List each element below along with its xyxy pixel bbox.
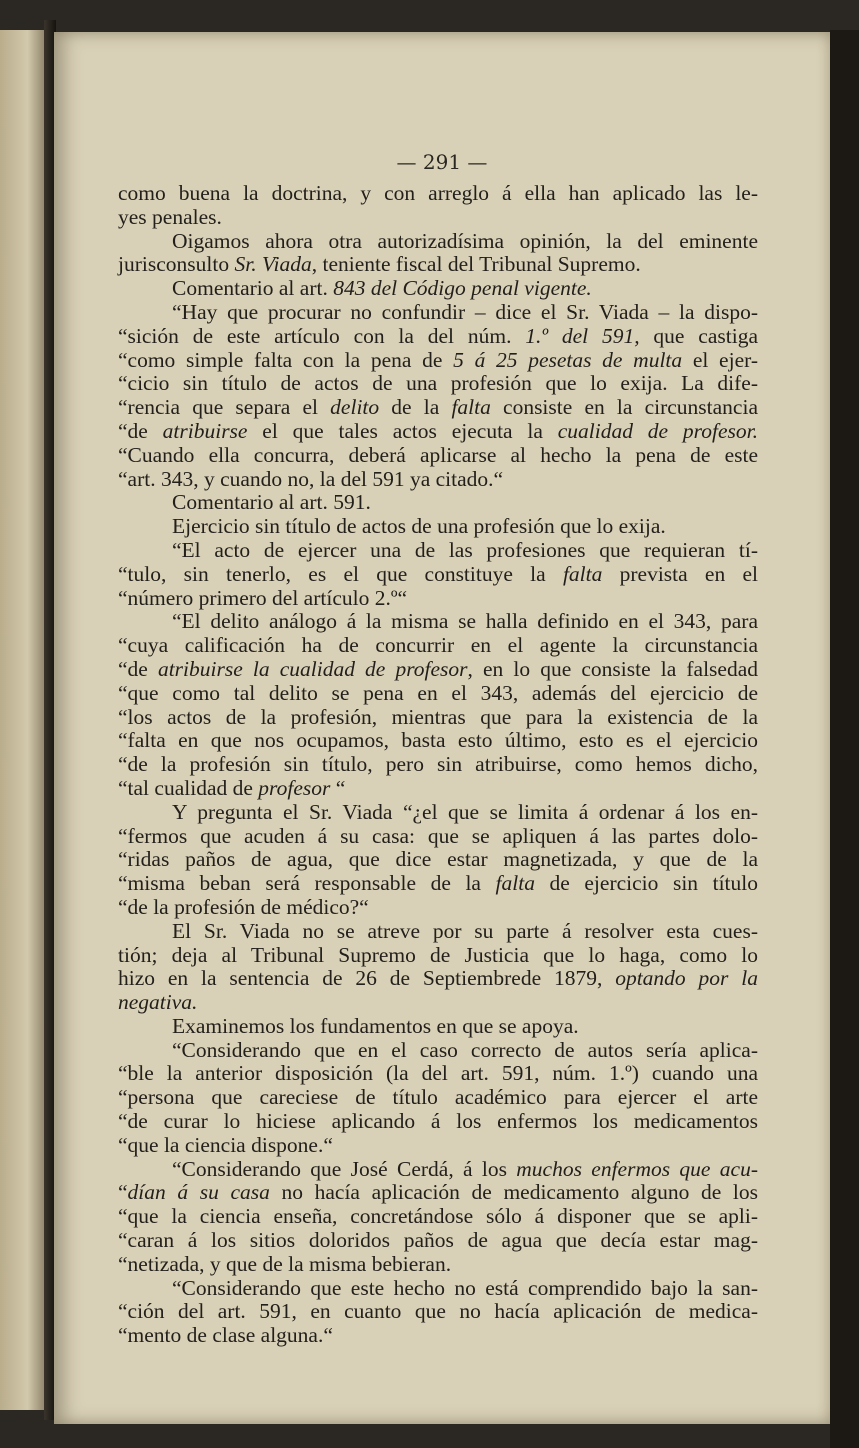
text-line xyxy=(118,1039,758,1063)
text-line xyxy=(118,753,758,777)
text-segment: “persona que careciese de título académico para ejercer el arte xyxy=(118,1085,758,1110)
text-line xyxy=(118,349,758,373)
text-segment: “misma beban será responsable de la xyxy=(118,871,496,896)
text-line xyxy=(118,610,758,634)
text-segment: “art. 343, y cuando no, la del 591 ya citado.“ xyxy=(118,466,504,491)
text-line xyxy=(118,182,758,206)
text-line xyxy=(118,1205,758,1229)
text-line xyxy=(118,206,758,230)
italic-text: falta xyxy=(562,561,603,586)
text-line xyxy=(118,325,758,349)
text-line xyxy=(118,1229,758,1253)
text-segment: como buena la doctrina, y con arreglo á ella han aplicado las le- xyxy=(118,181,758,205)
text-line xyxy=(118,491,758,515)
text-segment: Comentario al art. xyxy=(172,276,334,301)
text-segment: no hacía aplicación de medicamento alguno de los xyxy=(269,1180,758,1205)
text-line xyxy=(118,1158,758,1182)
text-line xyxy=(118,1062,758,1086)
text-line xyxy=(118,825,758,849)
text-segment: “de xyxy=(118,418,163,443)
text-line xyxy=(118,920,758,944)
text-line xyxy=(118,253,758,277)
text-line xyxy=(118,396,758,420)
text-line xyxy=(118,587,758,611)
text-segment: el que tales actos ejecuta la xyxy=(247,418,558,443)
text-segment: el ejer- xyxy=(682,347,759,372)
italic-text: 843 del Código penal vigente. xyxy=(333,276,592,301)
text-segment: “sición de este artículo con la del núm. xyxy=(118,323,526,348)
text-segment: “de curar lo hiciese aplicando á los enfermos los medicamentos xyxy=(118,1109,758,1134)
text-segment: “de la profesión de médico?“ xyxy=(118,894,369,919)
text-line xyxy=(118,658,758,682)
italic-text: atribuirse xyxy=(162,418,248,443)
text-segment: “caran á los sitios doloridos paños de agua que decía estar mag- xyxy=(118,1228,758,1253)
text-line xyxy=(118,301,758,325)
text-segment: hizo en la sentencia de 26 de Septiembrede 1879, xyxy=(118,966,616,991)
text-segment: Oigamos ahora otra autorizadísima opinión, la del eminente xyxy=(172,228,758,253)
italic-text: atribuirse la cualidad de profesor xyxy=(157,656,468,681)
text-segment: “ridas paños de agua, que dice estar magnetizada, y que de la xyxy=(118,847,758,872)
text-segment: yes penales. xyxy=(118,204,222,229)
italic-text: muchos enfermos que acu- xyxy=(516,1156,758,1181)
text-line xyxy=(118,1324,758,1348)
text-line xyxy=(118,991,758,1015)
body-text xyxy=(118,182,758,1348)
text-line xyxy=(118,1086,758,1110)
text-segment: que castiga xyxy=(639,323,758,348)
text-segment: “El acto de ejercer una de las profesiones que requieran tí- xyxy=(172,537,758,562)
italic-text: Sr. Viada xyxy=(234,252,312,277)
text-segment: “cicio sin título de actos de una profesión que lo exija. La dife- xyxy=(118,371,758,396)
italic-text: dían á su casa xyxy=(127,1180,270,1205)
text-segment: prevista en el xyxy=(602,561,758,586)
text-segment: “Considerando que en el caso correcto de autos sería aplica- xyxy=(172,1037,758,1062)
text-segment: “los actos de la profesión, mientras que para la existencia de la xyxy=(118,704,758,729)
facing-page-edge xyxy=(0,30,46,1410)
text-line xyxy=(118,896,758,920)
text-line xyxy=(118,848,758,872)
text-segment: “ xyxy=(118,1180,128,1205)
text-segment: “ble la anterior disposición (la del art. 591, núm. 1.º) cuando una xyxy=(118,1061,758,1086)
text-segment: de ejercicio sin título xyxy=(534,871,758,896)
text-line xyxy=(118,515,758,539)
text-segment: consiste en la circunstancia xyxy=(490,395,758,420)
text-segment: “tal cualidad de xyxy=(118,775,259,800)
text-segment: “que la ciencia enseña, concretándose sólo á disponer que se apli- xyxy=(118,1204,758,1229)
page-number: — 291 — xyxy=(396,150,488,174)
text-segment: “rencia que separa el xyxy=(118,395,331,420)
text-line xyxy=(118,777,758,801)
text-segment: “Considerando que este hecho no está comprendido bajo la san- xyxy=(172,1275,758,1300)
text-segment: El Sr. Viada no se atreve por su parte á resolver esta cues- xyxy=(172,918,758,943)
text-segment: “fermos que acuden á su casa: que se apliquen á las partes dolo- xyxy=(118,823,758,848)
text-line xyxy=(118,872,758,896)
text-segment: de la xyxy=(379,395,452,420)
text-segment: “tulo, sin tenerlo, es el que constituye la xyxy=(118,561,563,586)
text-segment: jurisconsulto xyxy=(118,252,235,277)
text-segment: “Considerando que José Cerdá, á los xyxy=(172,1156,517,1181)
text-line xyxy=(118,1134,758,1158)
text-segment: “como simple falta con la pena de xyxy=(118,347,454,372)
italic-text: delito xyxy=(330,395,380,420)
text-segment: Y pregunta el Sr. Viada “¿el que se limita á ordenar á los en- xyxy=(172,799,758,824)
text-segment: , en lo que consiste la falsedad xyxy=(467,656,758,681)
text-line xyxy=(118,729,758,753)
italic-text: falta xyxy=(451,395,491,420)
book-page xyxy=(54,32,830,1424)
italic-text: 1.º del 591, xyxy=(525,323,640,348)
text-segment: tión; deja al Tribunal Supremo de Justicia que lo haga, como lo xyxy=(118,942,758,967)
italic-text: negativa. xyxy=(118,990,198,1015)
text-segment: “falta en que nos ocupamos, basta esto último, esto es el ejercicio xyxy=(118,728,758,753)
italic-text: profesor xyxy=(258,775,331,800)
text-line xyxy=(118,1300,758,1324)
text-line xyxy=(118,706,758,730)
text-segment: “El delito análogo á la misma se halla definido en el 343, para xyxy=(172,609,758,634)
text-segment: “número primero del artículo 2.º“ xyxy=(118,585,408,610)
text-line xyxy=(118,944,758,968)
text-line xyxy=(118,967,758,991)
text-line xyxy=(118,1110,758,1134)
text-line xyxy=(118,563,758,587)
text-segment: “mento de clase alguna.“ xyxy=(118,1323,333,1348)
text-line xyxy=(118,1015,758,1039)
text-segment: Examinemos los fundamentos en que se apoya. xyxy=(172,1013,579,1038)
italic-text: 5 á 25 pesetas de multa xyxy=(453,347,683,372)
text-line xyxy=(118,539,758,563)
text-line xyxy=(118,682,758,706)
text-segment: “que la ciencia dispone.“ xyxy=(118,1132,333,1157)
text-line xyxy=(118,444,758,468)
italic-text: optando por la xyxy=(615,966,758,991)
text-segment: “ción del art. 591, en cuanto que no hacía aplicación de medica- xyxy=(118,1299,758,1324)
text-line xyxy=(118,1181,758,1205)
text-line xyxy=(118,277,758,301)
scan-background xyxy=(830,30,859,1448)
text-segment: “Cuando ella concurra, deberá aplicarse al hecho la pena de este xyxy=(118,442,758,467)
text-line xyxy=(118,1253,758,1277)
text-line xyxy=(118,230,758,254)
text-segment: “que como tal delito se pena en el 343, además del ejercicio de xyxy=(118,680,758,705)
text-line xyxy=(118,634,758,658)
text-line xyxy=(118,420,758,444)
text-segment: “netizada, y que de la misma bebieran. xyxy=(118,1251,452,1276)
text-line xyxy=(118,1277,758,1301)
text-segment: “de la profesión sin título, pero sin atribuirse, como hemos dicho, xyxy=(118,752,758,777)
text-line xyxy=(118,801,758,825)
text-segment: Ejercicio sin título de actos de una profesión que lo exija. xyxy=(172,514,666,539)
text-segment: “de xyxy=(118,656,158,681)
text-line xyxy=(118,372,758,396)
italic-text: falta xyxy=(495,871,535,896)
text-segment: “Hay que procurar no confundir – dice el Sr. Viada – la dispo- xyxy=(172,299,758,324)
text-segment: , teniente fiscal del Tribunal Supremo. xyxy=(311,252,641,277)
italic-text: cualidad de profesor. xyxy=(557,418,758,443)
text-line xyxy=(118,468,758,492)
text-segment: “cuya calificación ha de concurrir en el agente la circunstancia xyxy=(118,633,758,658)
text-segment: Comentario al art. 591. xyxy=(172,490,371,515)
text-segment: “ xyxy=(330,775,346,800)
